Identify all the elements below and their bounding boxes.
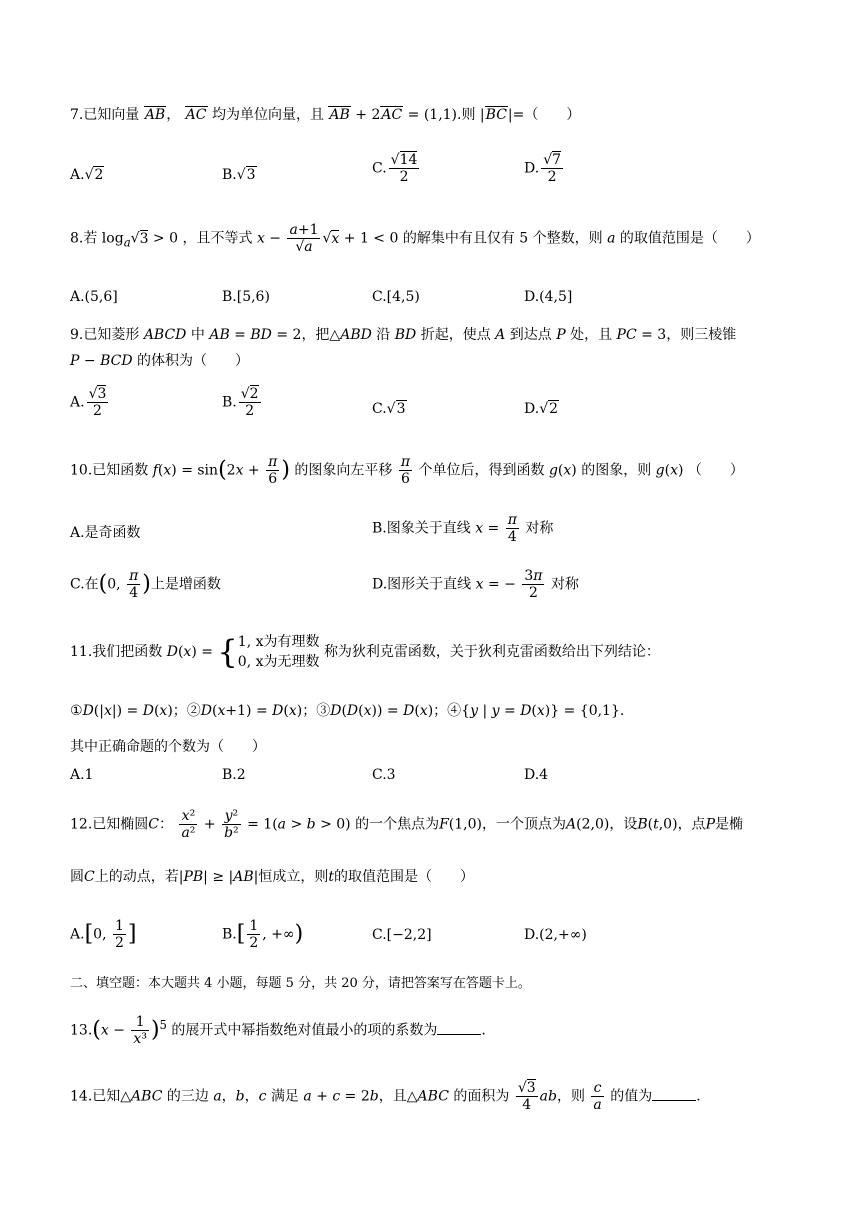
answer-blank-14[interactable] bbox=[652, 1100, 696, 1101]
q10-option-a: A.是奇函数 bbox=[70, 525, 141, 541]
question-12-line-1: 12.已知椭圆C： $\frac{\text{x²}}{\text{a²}}$ + $\frac{\text{y²}}{\text{b²}}$ = 1(a > b > 0) 的一个焦点为F(1,0)，一个顶点为A(2,0)，设B(t,0)，点P是椭 bbox=[70, 808, 743, 841]
question-9-line-1: 9.已知菱形 ABCD 中 AB = BD = 2，把△ABD 沿 BD 折起，使点 A 到达点 P 处，且 PC = 3，则三棱锥 bbox=[70, 327, 737, 343]
q12-option-d: D.(2,+∞) bbox=[524, 927, 587, 943]
q11-option-b: B.2 bbox=[222, 767, 246, 783]
question-7: 7.已知向量 AB， AC 均为单位向量，且 AB + 2AC = (1,1).则 |BC|=（ ） bbox=[70, 107, 581, 123]
q7-option-b: B.√3 bbox=[222, 167, 256, 183]
q10-option-c: C.在(0, $\frac{\pi}{4}$ )上是增函数 bbox=[70, 568, 221, 601]
section-2-heading: 二、填空题：本大题共 4 小题，每题 5 分，共 20 分，请把答案写在答题卡上。 bbox=[70, 976, 531, 991]
question-11-line-3: 其中正确命题的个数为（ ） bbox=[70, 739, 266, 755]
question-14: 14.已知△ABC 的三边 a，b，c 满足 a + c = 2b，且△ABC 的面积为 $\frac{√3}{4}$ ab，则 $\frac{c}{a}$ 的值为 . bbox=[70, 1080, 701, 1113]
q7-option-d: D. $\frac{√7}{2}$ bbox=[524, 152, 562, 185]
question-11-conclusions: ①D(|x|) = D(x)；②D(x+1) = D(x)；③D(D(x)) = D(x)；④{y | y = D(x)} = {0,1}. bbox=[70, 703, 625, 719]
q11-option-d: D.4 bbox=[524, 767, 549, 783]
q10-option-b: B.图象关于直线 x = $\frac{\pi}{4}$ 对称 bbox=[372, 512, 554, 545]
question-8: 8.若 $\log_a√3 > 0$ ，且不等式 x − $\frac{a+1}{√a}$ √x + 1 < 0 的解集中有且仅有 5 个整数，则 a 的取值范围是（ ） bbox=[70, 222, 760, 255]
q12-option-a: A.[0, $\frac{1}{2}$ ] bbox=[70, 918, 137, 951]
q7-option-c: C. $\frac{√14}{2}$ bbox=[372, 152, 418, 185]
question-12-line-2: 圆C上的动点，若|PB| ≥ |AB|恒成立，则t的取值范围是（ ） bbox=[70, 869, 474, 885]
q11-option-a: A.1 bbox=[70, 767, 94, 783]
question-13: 13.(x − $\frac{1}{\text{x³}}$ )$^5$ 的展开式中幂指数绝对值最小的项的系数为 . bbox=[70, 1014, 486, 1047]
q9-option-c: C.√3 bbox=[372, 401, 406, 417]
question-11: 11.我们把函数 D(x) = { 1, x为有理数 0, x为无理数 称为狄利克雷函数，关于狄利克雷函数给出下列结论： bbox=[70, 633, 660, 671]
q8-option-b: B.[5,6) bbox=[222, 289, 270, 305]
q12-option-c: C.[−2,2] bbox=[372, 927, 432, 943]
q8-option-c: C.[4,5) bbox=[372, 289, 420, 305]
q11-option-c: C.3 bbox=[372, 767, 396, 783]
question-10: 10.已知函数 f(x) = sin(2x + $\frac{\pi}{6}$ ) 的图象向左平移 $\frac{\pi}{6}$ 个单位后，得到函数 g(x) 的图象，则 g(x) （ ） bbox=[70, 454, 744, 487]
question-9-line-2: P − BCD 的体积为（ ） bbox=[70, 353, 249, 369]
q10-option-d: D.图形关于直线 x = − $\frac{3\pi}{2}$ 对称 bbox=[372, 568, 579, 601]
q12-option-b: B.[ $\frac{1}{2}$ , +∞) bbox=[222, 918, 304, 951]
q8-option-a: A.(5,6] bbox=[70, 289, 118, 305]
answer-blank-13[interactable] bbox=[437, 1034, 481, 1035]
q9-option-b: B. $\frac{√2}{2}$ bbox=[222, 386, 259, 419]
q8-option-d: D.(4,5] bbox=[524, 289, 573, 305]
q9-option-a: A. $\frac{√3}{2}$ bbox=[70, 386, 107, 419]
q9-option-d: D.√2 bbox=[524, 401, 559, 417]
q7-option-a: A.√2 bbox=[70, 167, 104, 183]
